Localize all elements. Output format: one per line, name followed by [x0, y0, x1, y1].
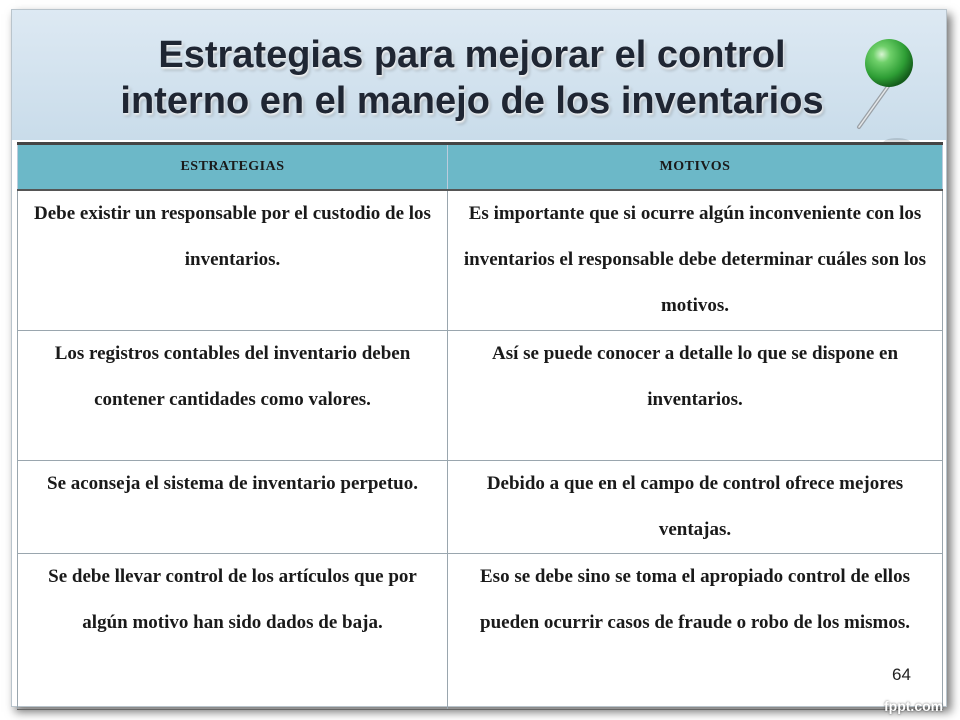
push-pin-icon	[847, 35, 947, 150]
slide-title	[32, 32, 912, 124]
column-header-motivos: MOTIVOS	[448, 144, 943, 191]
motivo-cell: Eso se debe sino se toma el apropiado control de ellos pueden ocurrir casos de fraude o robo de los mismos.	[448, 553, 943, 709]
estrategia-cell: Los registros contables del inventario deben contener cantidades como valores.	[18, 330, 448, 460]
column-header-estrategias: ESTRATEGIAS	[18, 144, 448, 191]
motivo-cell: Debido a que en el campo de control ofrece mejores ventajas.	[448, 460, 943, 553]
table-row	[18, 330, 943, 460]
estrategia-cell: Se aconseja el sistema de inventario perpetuo.	[18, 460, 448, 553]
slide	[11, 9, 947, 714]
estrategia-cell: Se debe llevar control de los artículos que por algún motivo han sido dados de baja.	[18, 553, 448, 709]
table-row	[18, 553, 943, 709]
strategies-table	[17, 142, 943, 710]
title-line-2: interno en el manejo de los inventarios	[120, 80, 824, 122]
watermark: fppt.com	[884, 698, 944, 714]
estrategia-cell: Debe existir un responsable por el custodio de los inventarios.	[18, 190, 448, 330]
table-row	[18, 190, 943, 330]
title-line-1: Estrategias para mejorar el control	[158, 34, 786, 76]
motivo-cell: Así se puede conocer a detalle lo que se dispone en inventarios.	[448, 330, 943, 460]
page-number: 64	[892, 665, 911, 684]
motivo-cell: Es importante que si ocurre algún inconveniente con los inventarios el responsable debe determinar cuáles son los motivos.	[448, 190, 943, 330]
table-row	[18, 460, 943, 553]
table-header-row	[18, 144, 943, 191]
